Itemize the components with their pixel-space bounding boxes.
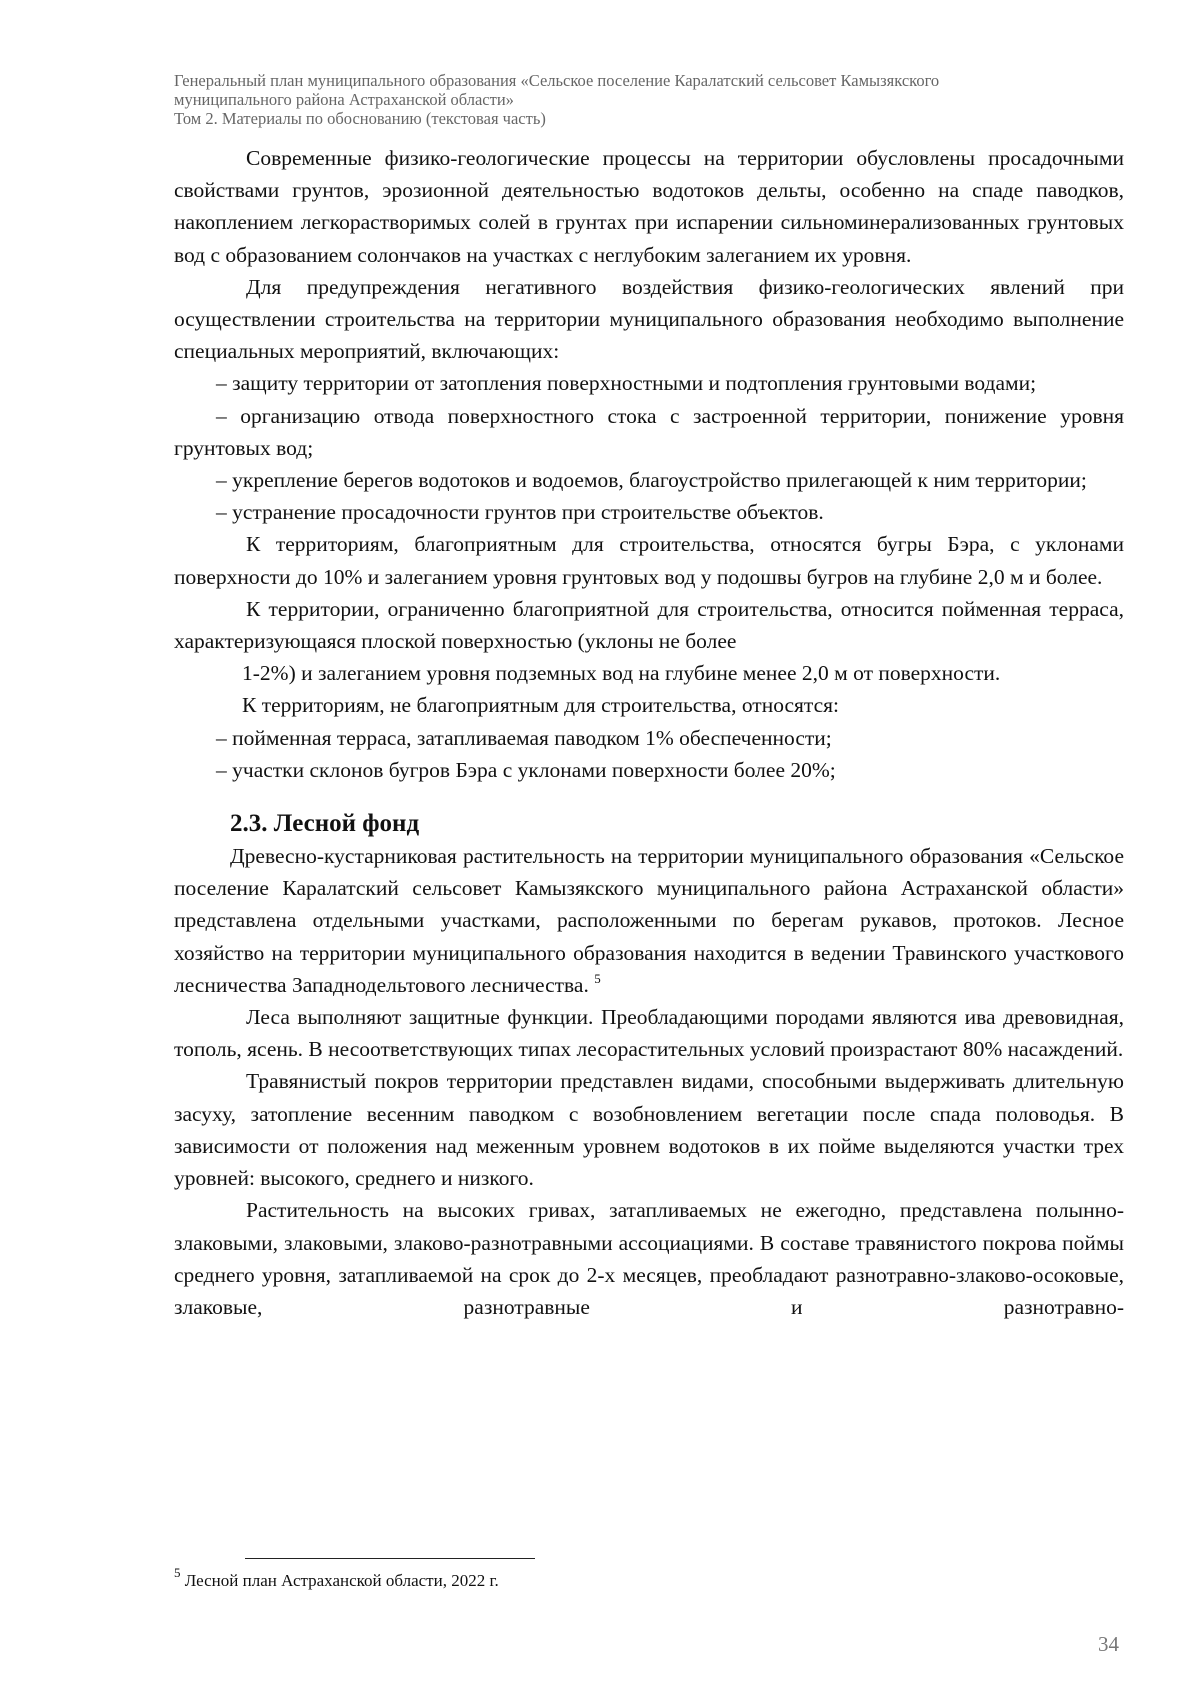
- paragraph: К территориям, благоприятным для строительства, относятся бугры Бэра, с уклонами поверхности до 10% и залеганием уровня грунтовых вод у подошвы бугров на глубине 2,0 м и более.: [174, 532, 1124, 589]
- list-item-text: укрепление берегов водотоков и водоемов, благоустройство прилегающей к ним территории;: [232, 468, 1087, 493]
- list-item-text: пойменная терраса, затапливаемая паводком 1% обеспеченности;: [232, 725, 832, 750]
- list-item: [174, 754, 1124, 786]
- list-item-text: участки склонов бугров Бэра с уклонами поверхности более 20%;: [232, 757, 836, 782]
- list-item: [174, 400, 1124, 464]
- dash-marker: –: [216, 725, 227, 750]
- footnote: [174, 1565, 499, 1592]
- list-item: [174, 464, 1124, 496]
- list-item: [174, 722, 1124, 754]
- dash-marker: –: [216, 468, 227, 493]
- dash-marker: –: [216, 757, 227, 782]
- list-item-text: защиту территории от затопления поверхностными и подтопления грунтовыми водами;: [232, 371, 1037, 396]
- paragraph: К территориям, не благоприятным для строительства, относятся:: [242, 693, 839, 718]
- paragraph: Травянистый покров территории представлен видами, способными выдерживать длительную засуху, затопление весенним паводком с возобновлением вегетации после спада половодья. В зависимости от положения над меженным уровнем водотоков в их пойме выделяются участки трех уровней: высокого, среднего и низкого.: [174, 1069, 1124, 1191]
- paragraph: [174, 840, 1124, 1001]
- footnote-reference[interactable]: 5: [594, 970, 601, 986]
- footnote-number: 5: [174, 1565, 181, 1580]
- list-item: [174, 496, 1124, 528]
- list-item-text: устранение просадочности грунтов при строительстве объектов.: [232, 500, 824, 525]
- document-body: [174, 142, 1124, 1323]
- header-line: муниципального района Астраханской области»: [174, 90, 514, 109]
- paragraph: Растительность на высоких гривах, затапливаемых не ежегодно, представлена полынно-злаковыми, злаковыми, злаково-разнотравными ассоциациями. В составе травянистого покрова поймы среднего уровня, затапливаемой на срок до 2-х месяцев, преобладают разнотравно-злаково-осоковые, злаковые, разнотравные и разнотравно-: [174, 1198, 1124, 1319]
- footnote-separator: [245, 1558, 535, 1559]
- paragraph: Современные физико-геологические процессы на территории обусловлены просадочными свойствами грунтов, эрозионной деятельностью водотоков дельты, особенно на спаде паводков, накоплением легкорастворимых солей в грунтах при испарении сильноминерализованных грунтовых вод с образованием солончаков на участках с неглубоким залеганием их уровня.: [174, 146, 1124, 267]
- paragraph-continuation: 1-2%) и залеганием уровня подземных вод на глубине менее 2,0 м от поверхности.: [242, 661, 1001, 686]
- dash-marker: –: [216, 371, 227, 396]
- running-header: [174, 71, 1134, 128]
- footnote-text: Лесной план Астраханской области, 2022 г.: [180, 1571, 499, 1590]
- section-heading: 2.3. Лесной фонд: [230, 810, 420, 838]
- dash-marker: –: [216, 403, 227, 428]
- paragraph: К территории, ограниченно благоприятной для строительства, относится пойменная терраса, характеризующаяся плоской поверхностью (уклоны не более: [174, 596, 1124, 654]
- header-line: Том 2. Материалы по обоснованию (текстовая часть): [174, 109, 546, 128]
- paragraph-text: Древесно-кустарниковая растительность на территории муниципального образования «Сельское поселение Каралатский сельсовет Камызякского муниципального района Астраханской области» представлена отдельными участками, расположенными по берегам рукавов, протоков. Лесное хозяйство на территории муниципального образования находится в ведении Травинского участкового лесничества Западнодельтового лесничества.: [174, 844, 1124, 997]
- list-item-text: организацию отвода поверхностного стока с застроенной территории, понижение уровня грунтовых вод;: [174, 403, 1124, 460]
- dash-marker: –: [216, 500, 227, 525]
- paragraph: Для предупреждения негативного воздействия физико-геологических явлений при осуществлении строительства на территории муниципального образования необходимо выполнение специальных мероприятий, включающих:: [174, 274, 1124, 364]
- page-number: 34: [1098, 1632, 1119, 1656]
- header-line: Генеральный план муниципального образования «Сельское поселение Каралатский сельсовет Камызякского: [174, 71, 940, 90]
- list-item: [174, 367, 1124, 399]
- paragraph: Леса выполняют защитные функции. Преобладающими породами являются ива древовидная, тополь, ясень. В несоответствующих типах лесорастительных условий произрастают 80% насаждений.: [174, 1005, 1124, 1062]
